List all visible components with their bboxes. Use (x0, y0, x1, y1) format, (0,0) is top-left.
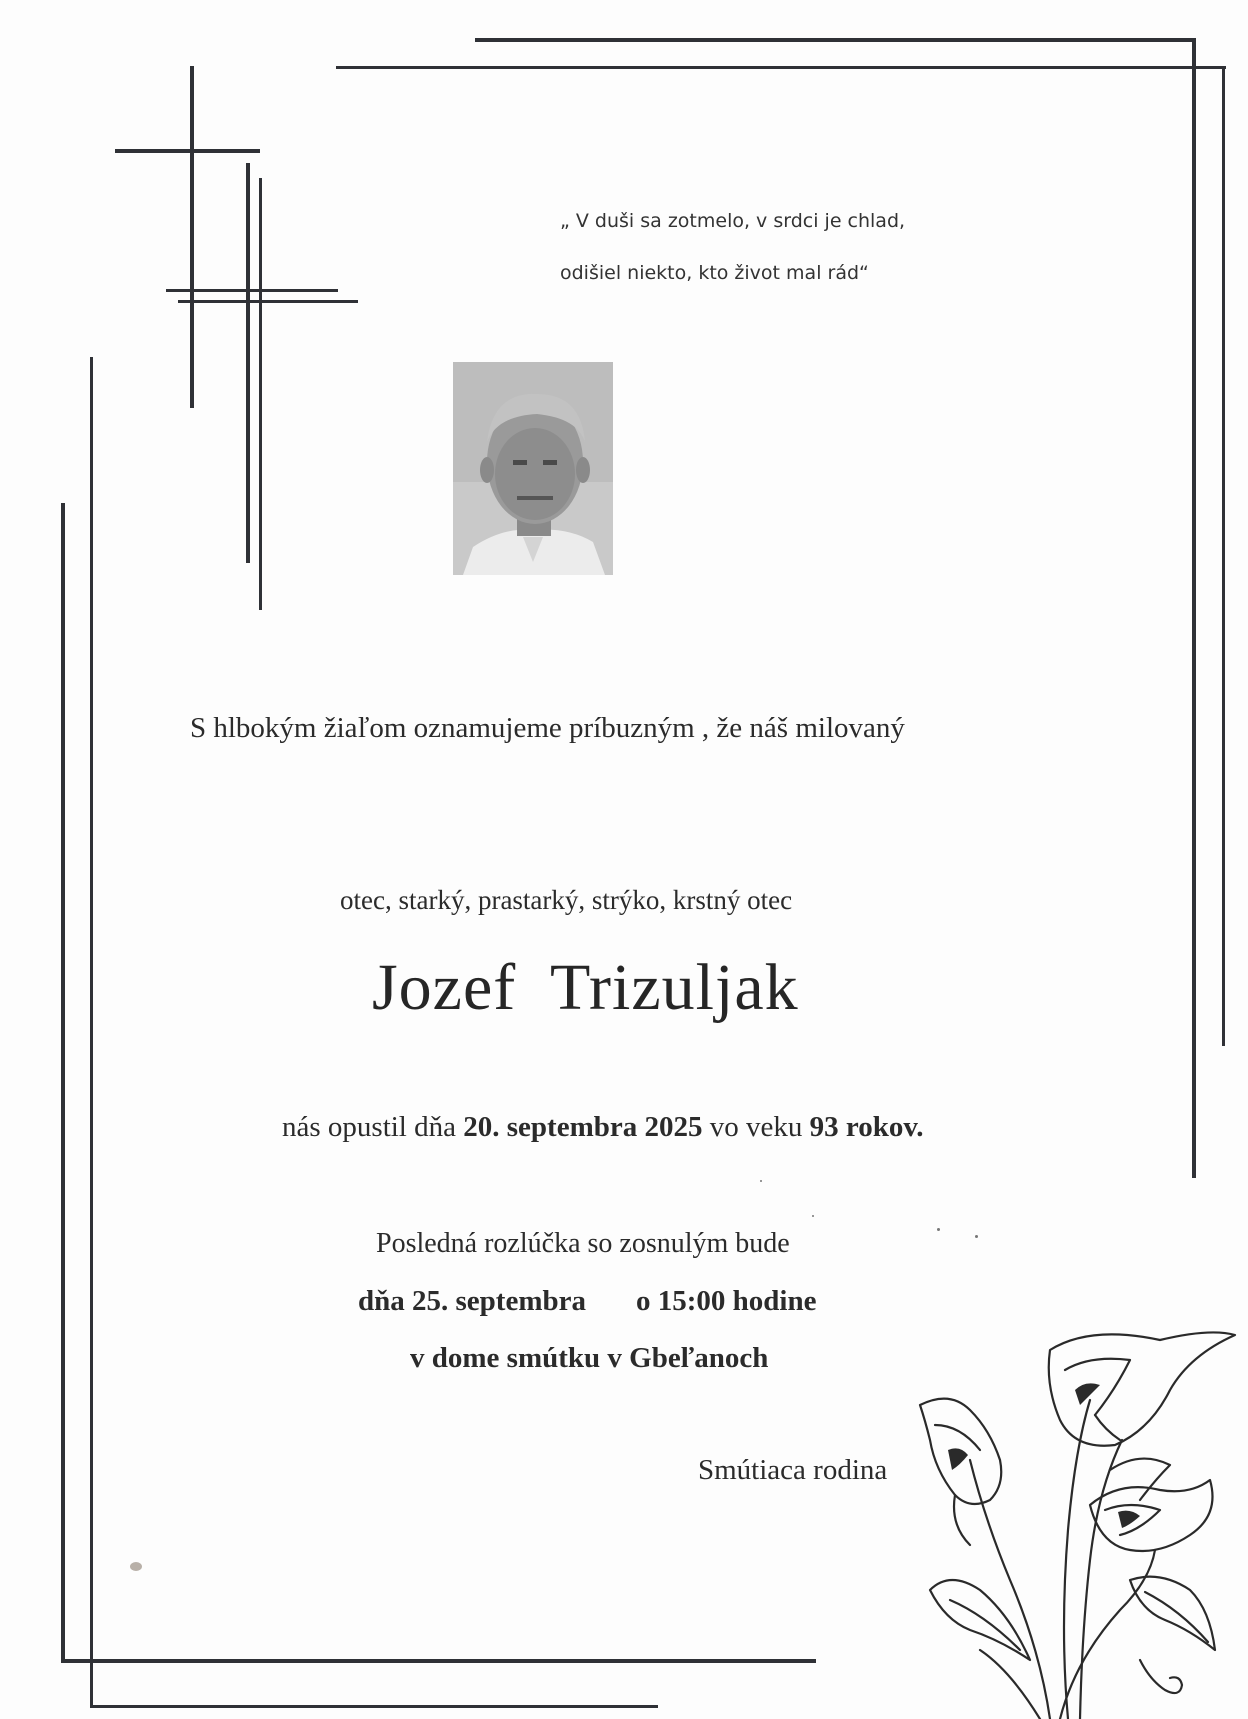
frame-bottom-line-inner (90, 1705, 658, 1708)
frame-right-line-outer (1192, 38, 1196, 1178)
frame-left-line-outer (61, 503, 65, 1661)
speck (937, 1228, 940, 1231)
ceremony-day: dňa 25. septembra (358, 1285, 586, 1317)
frame-top-line-outer (475, 38, 1195, 42)
speck (760, 1180, 762, 1182)
announcement-text: S hlbokým žiaľom oznamujeme príbuzným , že náš milovaný (190, 712, 905, 744)
death-age: 93 rokov. (809, 1111, 924, 1143)
frame-right-line-inner (1222, 66, 1225, 1046)
ceremony-datetime (358, 1285, 816, 1318)
speck (975, 1235, 978, 1238)
calla-lilies-icon (890, 1330, 1240, 1719)
speck (812, 1215, 814, 1217)
frame-left-line-inner (90, 357, 93, 1707)
ceremony-time: o 15:00 hodine (635, 1285, 817, 1317)
death-date: 20. septembra 2025 (463, 1111, 703, 1143)
deceased-name: Jozef Trizuljak (372, 951, 799, 1024)
death-prefix: nás opustil dňa (282, 1111, 456, 1143)
quote-line-2: odišiel niekto, kto život mal rád“ (560, 262, 869, 284)
frame-bottom-line-outer (61, 1659, 816, 1663)
speck (130, 1562, 142, 1571)
quote-line-1: „ V duši sa zotmelo, v srdci je chlad, (560, 210, 906, 232)
death-middle: vo veku (709, 1111, 803, 1143)
signature: Smútiaca rodina (698, 1454, 888, 1486)
family-roles: otec, starký, prastarký, strýko, krstný otec (340, 885, 793, 915)
ceremony-place: v dome smútku v Gbeľanoch (410, 1342, 769, 1374)
portrait-photo (453, 362, 613, 575)
death-statement (282, 1111, 924, 1144)
farewell-intro: Posledná rozlúčka so zosnulým bude (376, 1228, 790, 1259)
frame-top-line-inner (336, 66, 1226, 69)
